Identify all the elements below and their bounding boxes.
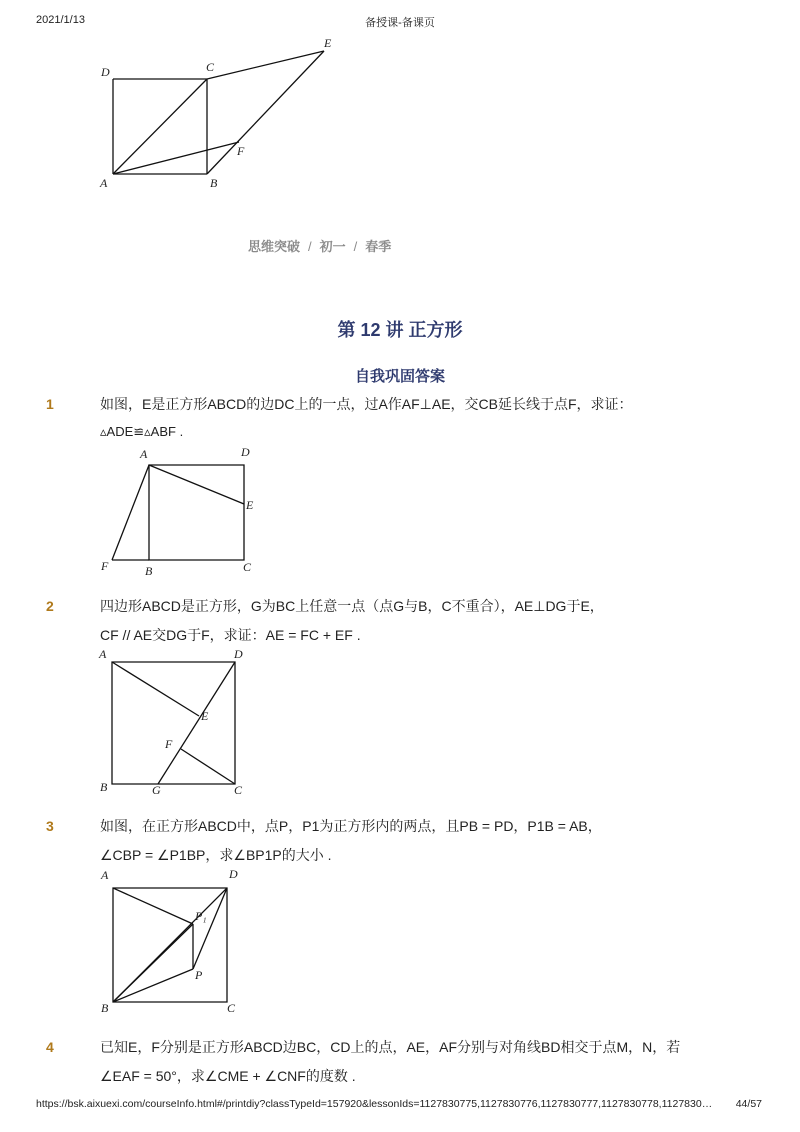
breadcrumb-separator: / <box>353 239 358 254</box>
label-A: A <box>99 647 107 661</box>
breadcrumb-separator: / <box>308 239 312 254</box>
geometry-figure-q1 <box>96 444 266 580</box>
label-C: C <box>206 60 215 74</box>
breadcrumb-item: 初一 <box>319 239 346 254</box>
question-number: 1 <box>46 396 54 412</box>
label-F: F <box>237 144 245 158</box>
label-B: B <box>101 1001 109 1015</box>
section-title: 自我巩固答案 <box>354 368 445 385</box>
breadcrumb-item: 春季 <box>365 239 392 254</box>
geometry-figure-top <box>96 36 346 196</box>
question-text: ∠EAF = 50°，求∠CME + ∠CNF的度数 . <box>100 1068 356 1084</box>
question-text: 已知E，F分别是正方形ABCD边BC，CD上的点，AE，AF分别与对角线BD相交于点M，N，若 <box>100 1039 681 1055</box>
question-text: 四边形ABCD是正方形，G为BC上任意一点（点G与B，C不重合），AE⊥DG于E， <box>100 598 604 614</box>
label-D: D <box>229 867 238 881</box>
label-A: A <box>101 868 109 882</box>
fig-line <box>181 749 235 784</box>
square-abcd <box>149 465 244 560</box>
fig-line <box>113 888 193 924</box>
fig-line <box>149 465 244 504</box>
geometry-figure-q3 <box>96 866 256 1020</box>
fig-line <box>113 969 193 1002</box>
page-url: https://bsk.aixuexi.com/courseInfo.html#/printdiy?classTypeId=157920&lessonIds=1127830775,1127830776,1127830777,1127830778,1127830… <box>36 1098 713 1110</box>
label-P: P <box>195 968 203 982</box>
label-D: D <box>234 647 243 661</box>
fig-line <box>207 51 324 174</box>
question-text: CF // AE交DG于F，求证：AE = FC + EF . <box>100 627 361 643</box>
fig-line <box>112 465 149 560</box>
label-E: E <box>246 498 254 512</box>
square-abcd <box>112 662 235 784</box>
label-C: C <box>243 560 252 574</box>
label-B: B <box>210 176 218 190</box>
label-B: B <box>145 564 153 578</box>
fig-line <box>158 662 235 784</box>
label-D: D <box>101 65 110 79</box>
geometry-figure-q2 <box>96 646 256 800</box>
print-date: 2021/1/13 <box>36 14 85 26</box>
fig-line <box>113 924 193 1002</box>
fig-line <box>113 142 239 174</box>
fig-line <box>112 662 199 716</box>
question-text: ∠CBP = ∠P1BP，求∠BP1P的大小 . <box>100 847 332 863</box>
fig-line <box>207 51 324 79</box>
question-number: 3 <box>46 818 54 834</box>
label-F: F <box>165 737 173 751</box>
lecture-title: 第 12 讲 正方形 <box>337 320 463 340</box>
label-C: C <box>234 783 243 797</box>
print-page-title: 备授课-备课页 <box>365 17 435 29</box>
breadcrumb-item: 思维突破 <box>248 239 301 254</box>
label-P1: P₁ <box>195 909 207 923</box>
question-number: 4 <box>46 1039 54 1055</box>
question-number: 2 <box>46 598 54 614</box>
question-text: 如图，在正方形ABCD中，点P，P1为正方形内的两点，且PB = PD，P1B = AB， <box>100 818 602 834</box>
label-G: G <box>152 783 161 797</box>
label-E: E <box>201 709 209 723</box>
label-F: F <box>101 559 109 573</box>
page-number: 44/57 <box>735 1098 762 1110</box>
question-text: 如图，E是正方形ABCD的边DC上的一点，过A作AF⊥AE，交CB延长线于点F，求证： <box>100 396 633 412</box>
fig-line <box>113 79 207 174</box>
label-A: A <box>140 447 148 461</box>
fig-line <box>193 888 227 969</box>
label-C: C <box>227 1001 236 1015</box>
label-B: B <box>100 780 108 794</box>
breadcrumb <box>248 236 391 255</box>
label-E: E <box>324 36 332 50</box>
label-D: D <box>241 445 250 459</box>
question-text: ▵ADE≌▵ABF . <box>100 424 184 439</box>
label-A: A <box>100 176 108 190</box>
